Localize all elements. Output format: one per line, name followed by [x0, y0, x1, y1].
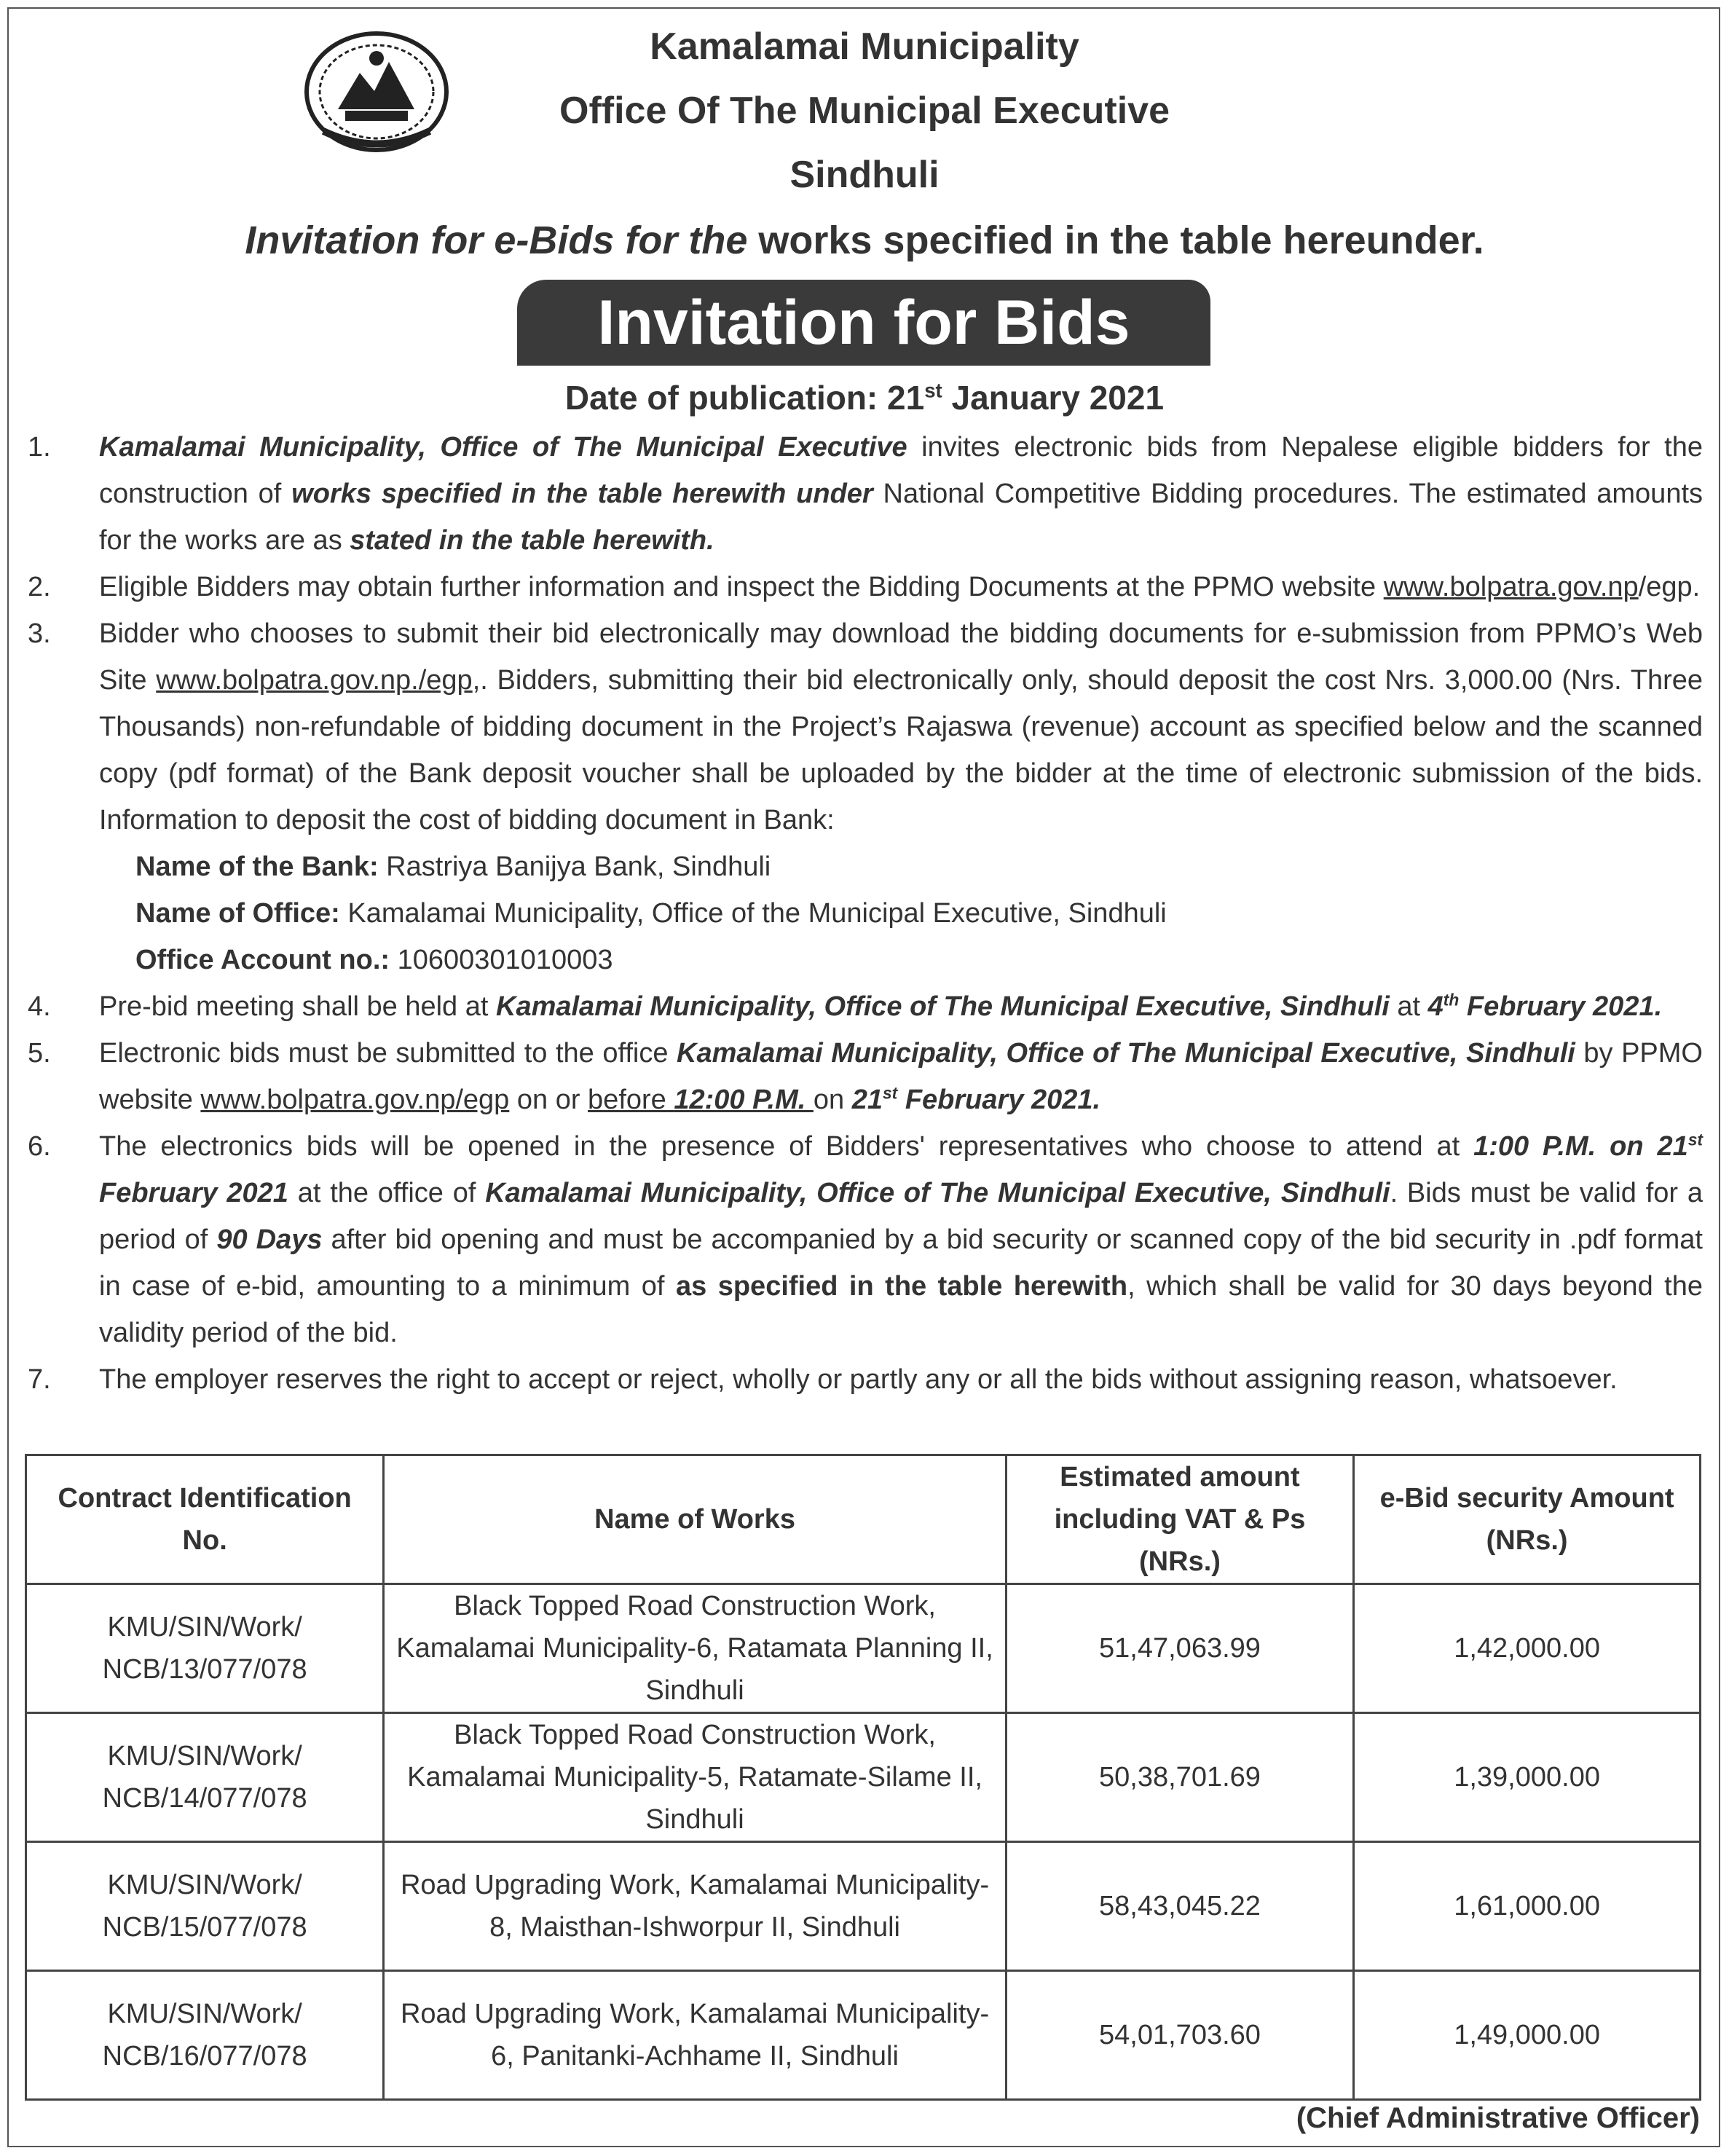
office-name-row [28, 890, 1703, 937]
contract-id-cell: KMU/SIN/Work/ NCB/16/077/078 [26, 1971, 384, 2100]
sup: th [1443, 990, 1460, 1010]
value: 10600301010003 [390, 945, 613, 975]
text: as specified in the table herewith [675, 1271, 1128, 1302]
invitation-italic: Invitation for e-Bids for the [245, 219, 748, 262]
text: Pre-bid meeting shall be held at [99, 991, 496, 1022]
header-bid-security: e-Bid security Amount (NRs.) [1354, 1455, 1701, 1584]
text: Kamalamai Municipality, Office of The Municipal Executive, Sindhuli [485, 1178, 1390, 1208]
text: on or [509, 1085, 588, 1115]
sup: st [883, 1083, 898, 1103]
table-row [26, 1584, 1701, 1713]
item-number: 4. [28, 991, 51, 1022]
text: 90 Days [216, 1224, 323, 1255]
bolpatra-link[interactable]: www.bolpatra.gov.np./egp [156, 665, 473, 696]
text: The electronics bids will be opened in the presence of Bidders' representatives who choose to attend at [99, 1131, 1474, 1162]
list-item [28, 564, 1703, 610]
table-row [26, 1971, 1701, 2100]
text: after bid opening and must be accompanied by a bid security or scanned copy of the bid security in .pdf format in case of e-bid, amounting to a minimum of [99, 1224, 1703, 1302]
notice-body [28, 424, 1703, 1403]
amount-cell: 54,01,703.60 [1006, 1971, 1353, 2100]
signature-line: (Chief Administrative Officer) [1296, 2102, 1700, 2134]
text: The employer reserves the right to accept or reject, wholly or partly any or all the bids without assigning reason, whatsoever. [99, 1364, 1618, 1395]
item-number: 1. [28, 432, 51, 463]
header-name-of-works: Name of Works [384, 1455, 1006, 1584]
label: Name of the Bank: [135, 851, 379, 882]
text: by PPMO website [99, 1038, 1703, 1115]
text: 21 [851, 1085, 883, 1115]
pub-label: Date of publication: 21 [564, 379, 925, 417]
header-estimated-amount: Estimated amount including VAT & Ps (NRs.) [1006, 1455, 1353, 1584]
security-cell: 1,39,000.00 [1354, 1713, 1701, 1842]
text: National Competitive Bidding procedures. The estimated amounts for the works are as [99, 479, 1704, 556]
text: 1:00 P.M. on 21 [1473, 1131, 1688, 1162]
list-item [28, 1356, 1703, 1403]
text: at the office of [288, 1178, 486, 1208]
amount-cell: 58,43,045.22 [1006, 1842, 1353, 1971]
list-item [28, 610, 1703, 843]
list-item [28, 983, 1703, 1030]
text: Kamalamai Municipality, Office of The Municipal Executive, Sindhuli [496, 991, 1390, 1022]
invitation-rest: works specified in the table hereunder. [747, 219, 1484, 262]
text: February 2021. [897, 1085, 1101, 1115]
work-name-cell: Road Upgrading Work, Kamalamai Municipality-6, Panitanki-Achhame II, Sindhuli [384, 1971, 1006, 2100]
contract-id-cell: KMU/SIN/Work/ NCB/14/077/078 [26, 1713, 384, 1842]
security-cell: 1,61,000.00 [1354, 1842, 1701, 1971]
text: 4 [1427, 991, 1444, 1022]
table-row [26, 1713, 1701, 1842]
item-number: 7. [28, 1364, 51, 1395]
item-number: 6. [28, 1131, 51, 1162]
pub-rest: January 2021 [942, 379, 1165, 417]
publication-date [0, 376, 1729, 420]
bank-name-row [28, 843, 1703, 890]
item-number: 3. [28, 618, 51, 649]
works-table [25, 1454, 1701, 2101]
item-number: 5. [28, 1038, 51, 1069]
text: 12:00 P.M. [674, 1085, 814, 1115]
text: stated in the table herewith. [350, 525, 714, 556]
municipality-name: Kamalamai Municipality [650, 25, 1079, 68]
security-cell: 1,49,000.00 [1354, 1971, 1701, 2100]
label: Name of Office: [135, 898, 340, 929]
text: works specified in the table herewith under [291, 479, 873, 509]
office-name: Office Of The Municipal Executive [559, 90, 1170, 132]
text: /egp. [1638, 572, 1701, 602]
header-contract-id: Contract Identification No. [26, 1455, 384, 1584]
text: . Bids must be valid for a period of [99, 1178, 1703, 1255]
text: Kamalamai Municipality, Office of The Municipal Executive, Sindhuli [677, 1038, 1575, 1069]
egp-link[interactable]: www.bolpatra.gov.np/egp [200, 1085, 510, 1115]
text: at [1389, 991, 1428, 1022]
table-row [26, 1842, 1701, 1971]
security-cell: 1,42,000.00 [1354, 1584, 1701, 1713]
title-banner: Invitation for Bids [517, 280, 1210, 366]
contract-id-cell: KMU/SIN/Work/ NCB/13/077/078 [26, 1584, 384, 1713]
amount-cell: 51,47,063.99 [1006, 1584, 1353, 1713]
value: Rastriya Banijya Bank, Sindhuli [378, 851, 771, 882]
text: February 2021. [1459, 991, 1663, 1022]
table-header-row [26, 1455, 1701, 1584]
text: invites electronic bids from Nepalese eligible bidders for the construction of [99, 432, 1703, 509]
text: on [813, 1085, 852, 1115]
list-item [28, 424, 1703, 564]
text: ,. Bidders, submitting their bid electronically only, should deposit the cost Nrs. 3,000.00 (Nrs. Three Thousands) non-refundable of bidding document in the Project’s Rajaswa (revenue) account as specified below and the scanned copy (pdf format) of the Bank deposit voucher shall be uploaded by the bidder at the time of electronic submission of the bids. Information to deposit the cost of bidding document in Bank: [99, 665, 1704, 835]
value: Kamalamai Municipality, Office of the Municipal Executive, Sindhuli [339, 898, 1167, 929]
list-item [28, 1030, 1703, 1123]
label: Office Account no.: [135, 945, 390, 975]
text: , which shall be valid for 30 days beyond the validity period of the bid. [99, 1271, 1703, 1348]
text: Eligible Bidders may obtain further information and inspect the Bidding Documents at the PPMO website [99, 572, 1384, 602]
district-name: Sindhuli [789, 154, 940, 196]
pub-sup: st [924, 379, 942, 402]
work-name-cell: Road Upgrading Work, Kamalamai Municipality-8, Maisthan-Ishworpur II, Sindhuli [384, 1842, 1006, 1971]
item-number: 2. [28, 572, 51, 602]
account-row [28, 937, 1703, 983]
work-name-cell: Black Topped Road Construction Work, Kamalamai Municipality-6, Ratamata Planning II, Sindhuli [384, 1584, 1006, 1713]
text: February 2021 [99, 1178, 288, 1208]
text: Electronic bids must be submitted to the office [99, 1038, 677, 1069]
bolpatra-link[interactable]: www.bolpatra.gov.np [1383, 572, 1639, 602]
list-item [28, 1123, 1703, 1356]
invitation-subtitle [0, 217, 1729, 264]
contract-id-cell: KMU/SIN/Work/ NCB/15/077/078 [26, 1842, 384, 1971]
text: before [588, 1085, 674, 1115]
amount-cell: 50,38,701.69 [1006, 1713, 1353, 1842]
work-name-cell: Black Topped Road Construction Work, Kamalamai Municipality-5, Ratamate-Silame II, Sindhuli [384, 1713, 1006, 1842]
text: Kamalamai Municipality, Office of The Municipal Executive [99, 432, 907, 463]
text: Bidder who chooses to submit their bid electronically may download the bidding documents for e-submission from PPMO’s Web Site [99, 618, 1703, 696]
sup: st [1687, 1130, 1703, 1149]
